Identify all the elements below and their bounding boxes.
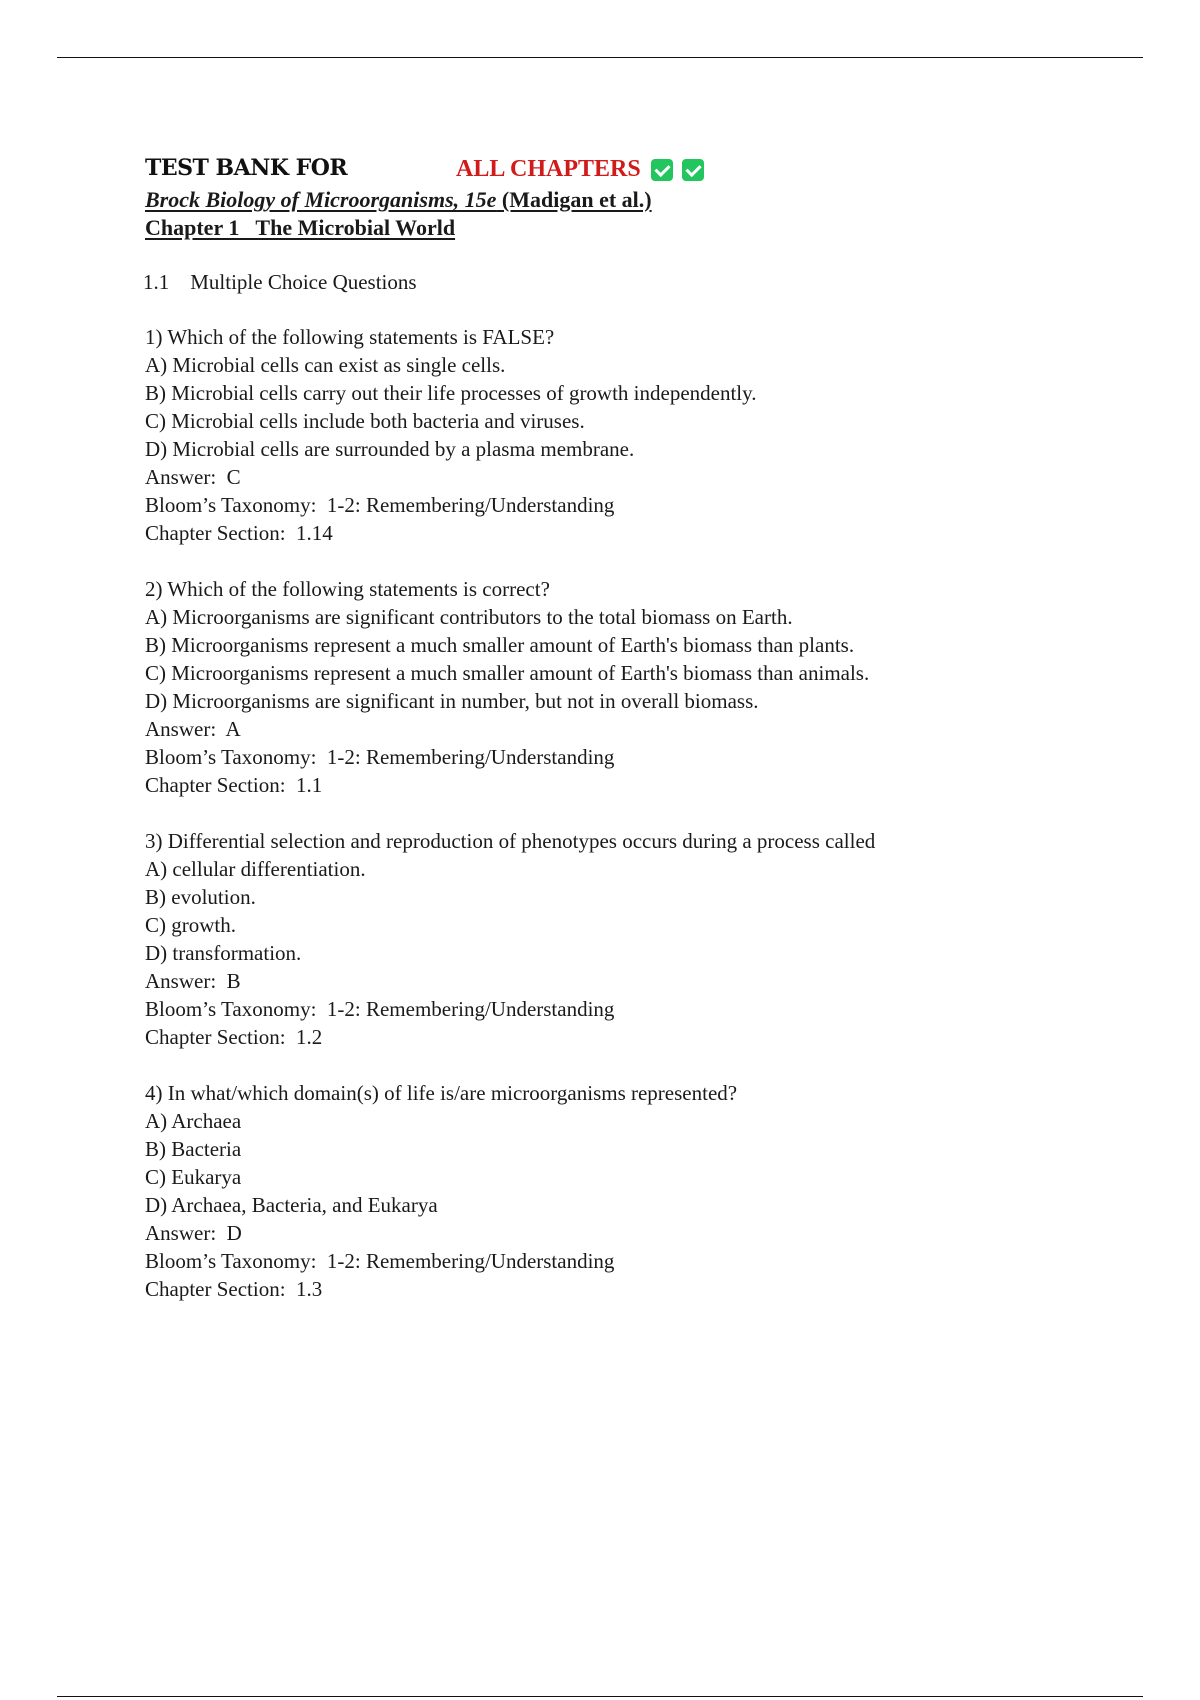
- book-authors: (Madigan et al.): [496, 187, 652, 212]
- blooms-taxonomy: Bloom’s Taxonomy: 1-2: Remembering/Understanding: [145, 493, 615, 517]
- top-rule: [57, 57, 1143, 58]
- all-chapters-banner: [456, 156, 704, 183]
- answer-key: Answer: B: [145, 969, 241, 993]
- bottom-rule: [57, 1696, 1143, 1697]
- chapter-section: Chapter Section: 1.3: [145, 1277, 323, 1301]
- question-stem: 1) Which of the following statements is FALSE?: [145, 325, 555, 349]
- question-1: [145, 323, 1045, 547]
- chapter-section: Chapter Section: 1.2: [145, 1025, 323, 1049]
- answer-option: D) Microorganisms are significant in number, but not in overall biomass.: [145, 689, 759, 713]
- blooms-taxonomy: Bloom’s Taxonomy: 1-2: Remembering/Understanding: [145, 1249, 615, 1273]
- section-heading: 1.1 Multiple Choice Questions: [143, 270, 417, 294]
- question-3: [145, 827, 1045, 1051]
- answer-option: C) Microorganisms represent a much smaller amount of Earth's biomass than animals.: [145, 661, 870, 685]
- chapter-section: Chapter Section: 1.14: [145, 521, 333, 545]
- chapter-section: Chapter Section: 1.1: [145, 773, 323, 797]
- document-body: [145, 150, 1045, 1303]
- answer-option: B) evolution.: [145, 885, 256, 909]
- check-icon: [651, 159, 673, 181]
- answer-option: C) Microbial cells include both bacteria and viruses.: [145, 409, 585, 433]
- answer-key: Answer: A: [145, 717, 241, 741]
- check-icon: [682, 159, 704, 181]
- answer-option: A) cellular differentiation.: [145, 857, 366, 881]
- answer-option: A) Microorganisms are significant contributors to the total biomass on Earth.: [145, 605, 793, 629]
- question-4: [145, 1079, 1045, 1303]
- answer-option: D) Microbial cells are surrounded by a plasma membrane.: [145, 437, 635, 461]
- answer-option: A) Archaea: [145, 1109, 242, 1133]
- book-title-line: [145, 186, 1045, 214]
- answer-option: C) growth.: [145, 913, 236, 937]
- question-stem: 4) In what/which domain(s) of life is/are microorganisms represented?: [145, 1081, 738, 1105]
- test-bank-title: TEST BANK FOR: [145, 155, 348, 181]
- question-stem: 3) Differential selection and reproduction of phenotypes occurs during a process called: [145, 829, 876, 853]
- question-stem: 2) Which of the following statements is correct?: [145, 577, 550, 601]
- answer-key: Answer: D: [145, 1221, 242, 1245]
- answer-option: C) Eukarya: [145, 1165, 242, 1189]
- answer-option: A) Microbial cells can exist as single cells.: [145, 353, 506, 377]
- header-line: [145, 150, 1045, 186]
- answer-option: D) transformation.: [145, 941, 302, 965]
- question-list: [145, 323, 1045, 1303]
- all-chapters-label: ALL CHAPTERS: [456, 156, 641, 182]
- answer-option: B) Microorganisms represent a much smaller amount of Earth's biomass than plants.: [145, 633, 855, 657]
- blooms-taxonomy: Bloom’s Taxonomy: 1-2: Remembering/Understanding: [145, 745, 615, 769]
- book-title: Brock Biology of Microorganisms, 15e: [145, 187, 497, 212]
- question-2: [145, 575, 1045, 799]
- answer-key: Answer: C: [145, 465, 241, 489]
- answer-option: B) Microbial cells carry out their life processes of growth independently.: [145, 381, 757, 405]
- answer-option: B) Bacteria: [145, 1137, 242, 1161]
- answer-option: D) Archaea, Bacteria, and Eukarya: [145, 1193, 438, 1217]
- chapter-title: Chapter 1 The Microbial World: [145, 215, 456, 240]
- blooms-taxonomy: Bloom’s Taxonomy: 1-2: Remembering/Understanding: [145, 997, 615, 1021]
